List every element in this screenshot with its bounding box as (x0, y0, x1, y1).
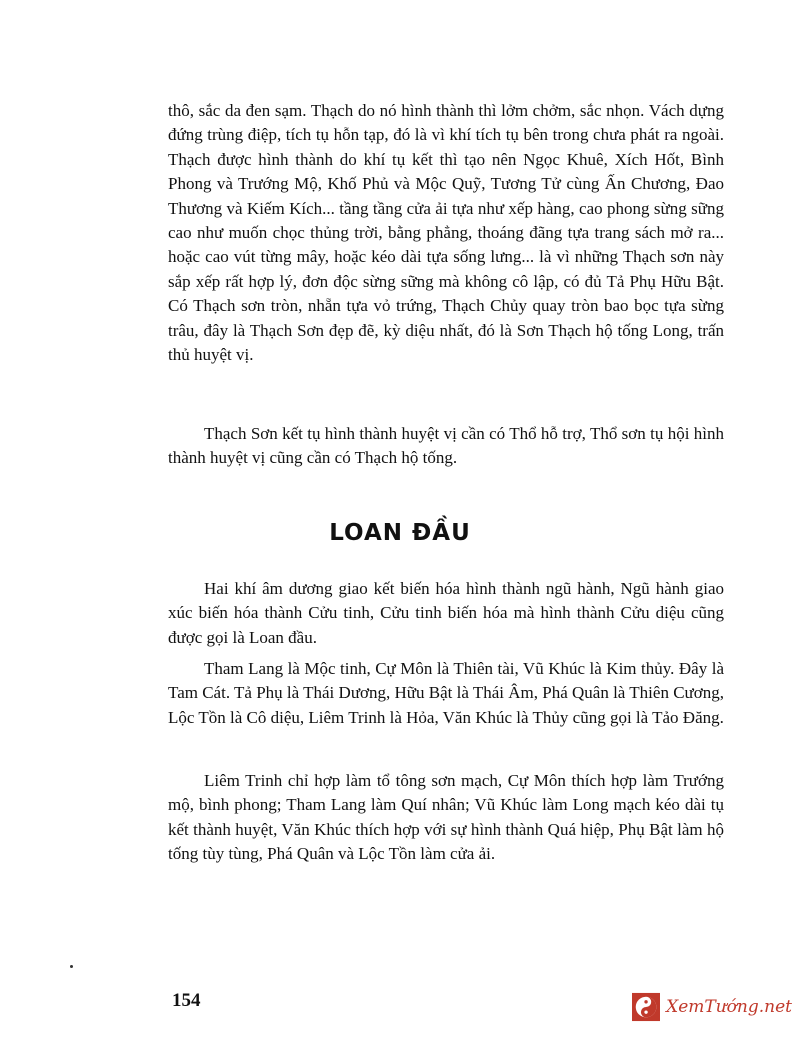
paragraph: thô, sắc da đen sạm. Thạch do nó hình thành thì lởm chởm, sắc nhọn. Vách dựng đứng trùng điệp, tích tụ hỗn tạp, đó là vì khí tích tụ bên trong chưa phát ra ngoài. Thạch được hình thành do khí tụ kết thì tạo nên Ngọc Khuê, Xích Hốt, Bình Phong và Trướng Mộ, Khố Phủ và Mộc Quỹ, Tương Tử cùng Ấn Chương, Đao Thương và Kiếm Kích... tầng tầng cửa ải tựa như xếp hàng, cao phong sừng sững cao như muốn chọc thủng trời, bằng phẳng, thoáng đãng tựa trang sách mở ra... hoặc cao vút từng mây, hoặc kéo dài tựa sống lưng... là vì những Thạch sơn này sắp xếp rất hợp lý, đơn độc sừng sững mà không cô lập, có đủ Tả Phụ Hữu Bật. Có Thạch sơn tròn, nhẵn tựa vỏ trứng, Thạch Chủy quay tròn bao bọc tựa sừng trâu, đây là Thạch Sơn đẹp đẽ, kỳ diệu nhất, đó là Sơn Thạch hộ tống Long, trấn thủ huyệt vị. (168, 101, 724, 365)
section-heading: LOAN ĐẦU (329, 520, 471, 546)
page-number: 154 (172, 990, 201, 1011)
scan-speck (70, 965, 73, 968)
watermark (632, 990, 792, 1024)
paragraph: Liêm Trinh chỉ hợp làm tổ tông sơn mạch, Cự Môn thích hợp làm Trướng mộ, bình phong; Tham Lang làm Quí nhân; Vũ Khúc làm Long mạch kéo dài tụ kết thành huyệt, Văn Khúc thích hợp với sự hình thành Quá hiệp, Phụ Bật làm hộ tống tùy tùng, Phá Quân và Lộc Tồn làm cửa ải. (168, 771, 724, 864)
paragraph: Thạch Sơn kết tụ hình thành huyệt vị cần có Thổ hỗ trợ, Thổ sơn tụ hội hình thành huyệt vị cũng cần có Thạch hộ tống. (168, 424, 724, 468)
paragraph: Tham Lang là Mộc tinh, Cự Môn là Thiên tài, Vũ Khúc là Kim thủy. Đây là Tam Cát. Tả Phụ là Thái Dương, Hữu Bật là Thái Âm, Phá Quân là Thiên Cương, Lộc Tồn là Cô diệu, Liêm Trinh là Hỏa, Văn Khúc là Thủy cũng gọi là Tảo Đăng. (168, 659, 724, 727)
watermark-text: XemTướng.net (666, 997, 792, 1017)
yin-yang-logo-icon (632, 992, 660, 1022)
paragraph: Hai khí âm dương giao kết biến hóa hình thành ngũ hành, Ngũ hành giao xúc biến hóa thành Cửu tinh, Cửu tinh biến hóa mà hình thành Cửu diệu cũng được gọi là Loan đầu. (168, 579, 724, 647)
